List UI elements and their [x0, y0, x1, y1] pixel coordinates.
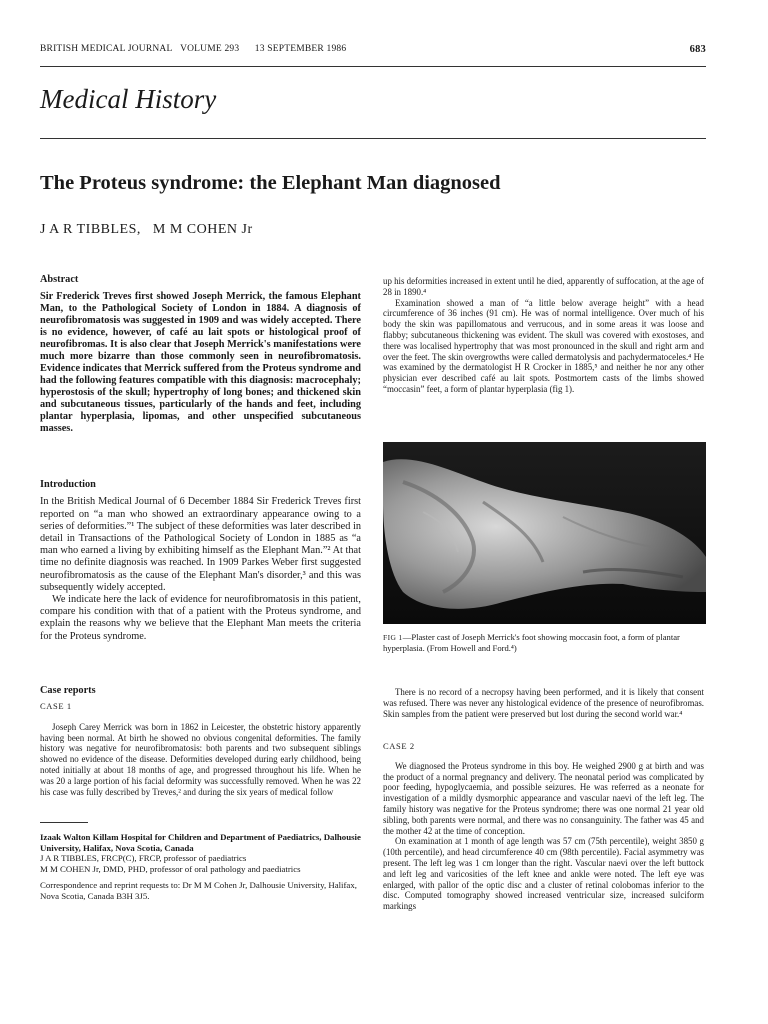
- running-head: [40, 44, 706, 60]
- author-byline: J A R TIBBLES, M M COHEN Jr: [40, 222, 253, 237]
- correspondence-note: Correspondence and reprint requests to: Dr M M Cohen Jr, Dalhousie University, Halifax, Nova Scotia, Canada B3H 3J5.: [40, 880, 357, 901]
- figure-caption-label: FIG 1: [383, 633, 403, 642]
- section-title: Medical History: [40, 84, 217, 114]
- necropsy-paragraph: There is no record of a necropsy having been performed, and it is likely that consent was refused. There was never any histological evidence of the presence of neurofibromas. Skin samples from the patient were preserved but lost during the second world war.⁴: [383, 687, 704, 719]
- affiliation-rule: [40, 822, 88, 823]
- journal-name: BRITISH MEDICAL JOURNAL: [40, 44, 173, 54]
- figure-foot-cast: [383, 442, 706, 624]
- journal-citation: [40, 44, 346, 54]
- case-2-paragraph-1: We diagnosed the Proteus syndrome in this boy. He weighed 2900 g at birth and was the product of a normal pregnancy and delivery. The neonatal period was complicated by poor feeding, hypoglycaemia, and possible seizures. He was referred as a neonate for investigation of a mildly dysmorphic appearance and vascular naevi of the left leg. The family history was negative for the Proteus syndrome; there was one normal 21 year old sibling, both parents were normal, and there was no consanguinity. The father was 45 and the mother 42 at the time of conception.: [383, 760, 704, 836]
- figure-caption-text: —Plaster cast of Joseph Merrick's foot showing moccasin foot, a form of plantar hyperplasia. (From Howell and Ford.⁴): [383, 632, 680, 654]
- top-rule: [40, 66, 706, 67]
- examination-paragraph: Examination showed a man of “a little below average height” with a head circumference of 36 inches (91 cm). He was of normal intelligence. Over much of his body the skin was papillomatous and verrucous, and in some areas it was loose and flabby; subcutaneous thickening was evident. The skull was covered with exostoses, and there was localised hypertrophy that was most pronounced in the skull and right arm and over the feet. The skin overgrowths were called dermatolysis and pachydermatoceles.⁴ He was examined by the dermatologist H R Crocker in 1885,⁵ and neither he nor any other physician ever described café au lait spots. Postmortem casts of the limbs showed “moccasin” feet, a form of plantar hyperplasia (fig 1).: [383, 297, 704, 394]
- case-1-continued: up his deformities increased in extent until he died, apparently of suffocation, at the age of 28 in 1890.⁴: [383, 276, 704, 297]
- introduction-heading: Introduction: [40, 479, 96, 490]
- affiliation-author-1: J A R TIBBLES, FRCP(C), FRCP, professor of paediatrics: [40, 853, 247, 864]
- affiliation-author-2: M M COHEN Jr, DMD, PHD, professor of oral pathology and paediatrics: [40, 863, 301, 874]
- case-1-text: Joseph Carey Merrick was born in 1862 in Leicester, the obstetric history apparently having been normal. At birth he showed no obvious congenital deformities. The family history was negative for neurofibromatosis: both parents and two subsequent siblings showed no evidence of the disease. Deformities developed during early childhood, being noted initially at about 18 months of age, and progressed throughout his life. When he was 20 a large portion of his facial deformity was successfully removed. When he was 22 his case was fully described by Treves,² and during the six years of medical follow: [40, 721, 361, 797]
- page-number: 683: [689, 44, 706, 55]
- right-column-bottom: [383, 687, 704, 912]
- case-reports-block: [40, 685, 361, 797]
- introduction-paragraph-1: In the British Medical Journal of 6 December 1884 Sir Frederick Treves first reported on “a man who showed an extraordinary appearance owing to a series of deformities.”¹ The subject of these deformities was later described in detail in Transactions of the Pathological Society of London in 1885 as “a man who earned a living by exhibiting himself as the Elephant Man.”² At that time no definite diagnosis was reached. In 1909 Parkes Weber first suggested neurofibromatosis as the cause of the Elephant Man's disorder,³ and this was subsequently widely accepted.: [40, 496, 361, 593]
- introduction-block: [40, 479, 361, 643]
- foot-cast-photo: [383, 442, 706, 624]
- case-2-paragraph-2: On examination at 1 month of age length was 57 cm (75th percentile), weight 3850 g (10th percentile), and head circumference 40 cm (98th percentile). Facial asymmetry was present. The left leg was 1 cm longer than the right. Vascular naevi over the left buttock and left leg and varicosities of the left knee and ankle were noted. The left eye was enlarged, with pallor of the optic disc and a cluster of retinal colobomas inferior to the disc. Computed tomography showed increased ventricular size, increased sulciform markings: [383, 836, 704, 912]
- journal-date: 13 SEPTEMBER 1986: [254, 44, 347, 54]
- case-2-label: CASE 2: [383, 741, 415, 752]
- abstract-block: [40, 274, 361, 435]
- case-reports-heading: Case reports: [40, 685, 96, 696]
- case-1-label: CASE 1: [40, 701, 72, 712]
- section-rule: [40, 138, 706, 139]
- introduction-paragraph-2: We indicate here the lack of evidence for neurofibromatosis in this patient, compare his condition with that of a patient with the Proteus syndrome, and explain the reasons why we believe that the Elephant Man meets the criteria for the Proteus syndrome.: [40, 594, 361, 642]
- right-column-top: [383, 276, 704, 395]
- journal-volume: VOLUME 293: [180, 44, 240, 54]
- affiliation-block: [40, 832, 362, 902]
- article-title: The Proteus syndrome: the Elephant Man diagnosed: [40, 172, 501, 194]
- abstract-heading: Abstract: [40, 274, 79, 285]
- abstract-text: Sir Frederick Treves first showed Joseph Merrick, the famous Elephant Man, to the Pathological Society of London in 1884. A diagnosis of neurofibromatosis was suggested in 1909 and was widely accepted. There is no evidence, however, of café au lait spots or histological proof of neurofibromas. It is also clear that Joseph Merrick's manifestations were much more bizarre than those commonly seen in neurofibromatosis. Evidence indicates that Merrick suffered from the Proteus syndrome and had the following features compatible with this diagnosis: macrocephaly; hyperostosis of the skull; hypertrophy of long bones; and thickened skin and subcutaneous tissues, particularly of the hands and feet, including plantar hyperplasia, lipomas, and other unspecified subcutaneous masses.: [40, 291, 361, 435]
- affiliation-institution: Izaak Walton Killam Hospital for Children and Department of Paediatrics, Dalhousie University, Halifax, Nova Scotia, Canada: [40, 832, 361, 853]
- figure-caption: [383, 632, 706, 654]
